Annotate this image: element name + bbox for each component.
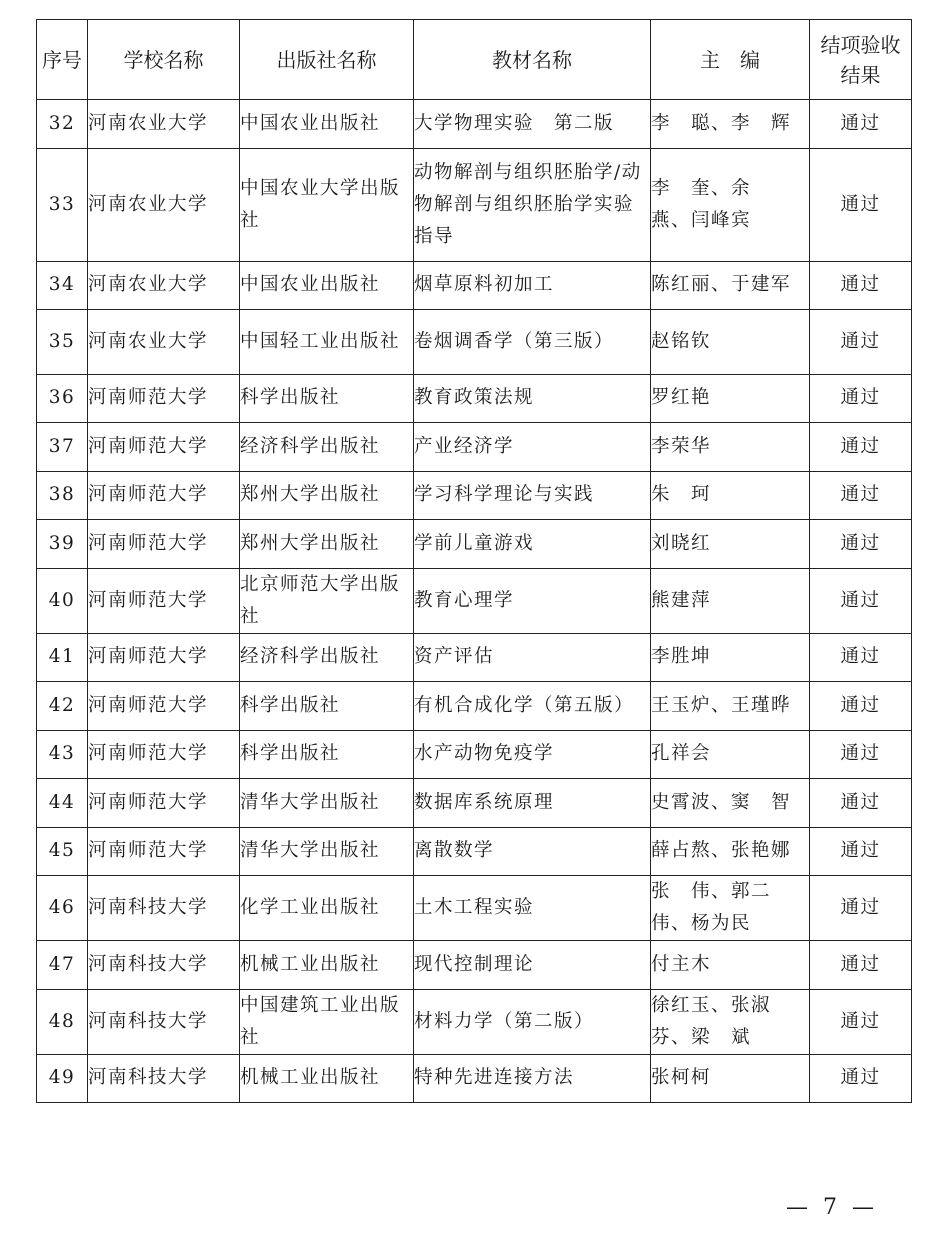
cell-result: 通过 <box>810 423 912 472</box>
header-result-line2: 结果 <box>840 62 881 87</box>
table-row <box>37 471 912 520</box>
cell-school: 河南师范大学 <box>88 730 240 779</box>
cell-editor: 薛占熬、张艳娜 <box>651 827 810 876</box>
cell-school: 河南科技大学 <box>88 876 240 941</box>
cell-no: 37 <box>37 423 88 472</box>
cell-publisher: 中国农业出版社 <box>240 100 414 149</box>
header-result <box>810 20 912 100</box>
cell-editor: 赵铭钦 <box>651 310 810 375</box>
cell-no: 32 <box>37 100 88 149</box>
cell-book: 离散数学 <box>414 827 651 876</box>
cell-result: 通过 <box>810 310 912 375</box>
table-row <box>37 423 912 472</box>
header-book: 教材名称 <box>414 20 651 100</box>
cell-result: 通过 <box>810 100 912 149</box>
table-row <box>37 310 912 375</box>
table-row <box>37 520 912 569</box>
cell-publisher: 郑州大学出版社 <box>240 471 414 520</box>
cell-result: 通过 <box>810 989 912 1054</box>
cell-result: 通过 <box>810 520 912 569</box>
cell-school: 河南师范大学 <box>88 423 240 472</box>
cell-school: 河南师范大学 <box>88 471 240 520</box>
cell-book: 动物解剖与组织胚胎学/动物解剖与组织胚胎学实验指导 <box>414 148 651 261</box>
cell-no: 48 <box>37 989 88 1054</box>
cell-editor: 张柯柯 <box>651 1054 810 1103</box>
cell-no: 39 <box>37 520 88 569</box>
cell-book: 教育政策法规 <box>414 374 651 423</box>
cell-editor: 王玉炉、王瑾晔 <box>651 682 810 731</box>
cell-no: 36 <box>37 374 88 423</box>
cell-editor: 朱 珂 <box>651 471 810 520</box>
cell-publisher: 中国建筑工业出版社 <box>240 989 414 1054</box>
cell-publisher: 经济科学出版社 <box>240 423 414 472</box>
cell-publisher: 科学出版社 <box>240 374 414 423</box>
table-row <box>37 989 912 1054</box>
cell-editor: 罗红艳 <box>651 374 810 423</box>
cell-result: 通过 <box>810 779 912 828</box>
cell-result: 通过 <box>810 633 912 682</box>
cell-school: 河南师范大学 <box>88 633 240 682</box>
cell-result: 通过 <box>810 568 912 633</box>
table-row <box>37 827 912 876</box>
table-row <box>37 261 912 310</box>
cell-no: 45 <box>37 827 88 876</box>
cell-no: 43 <box>37 730 88 779</box>
cell-no: 46 <box>37 876 88 941</box>
table-row <box>37 941 912 990</box>
cell-editor: 孔祥会 <box>651 730 810 779</box>
cell-result: 通过 <box>810 876 912 941</box>
cell-book: 资产评估 <box>414 633 651 682</box>
cell-result: 通过 <box>810 261 912 310</box>
page-number: — 7 — <box>786 1195 878 1220</box>
cell-publisher: 清华大学出版社 <box>240 827 414 876</box>
cell-school: 河南农业大学 <box>88 310 240 375</box>
cell-no: 42 <box>37 682 88 731</box>
cell-publisher: 郑州大学出版社 <box>240 520 414 569</box>
cell-school: 河南师范大学 <box>88 568 240 633</box>
cell-result: 通过 <box>810 471 912 520</box>
table-row <box>37 876 912 941</box>
cell-school: 河南师范大学 <box>88 374 240 423</box>
cell-book: 卷烟调香学（第三版） <box>414 310 651 375</box>
cell-book: 特种先进连接方法 <box>414 1054 651 1103</box>
cell-editor: 史霄波、窦 智 <box>651 779 810 828</box>
cell-result: 通过 <box>810 730 912 779</box>
cell-publisher: 科学出版社 <box>240 730 414 779</box>
cell-no: 47 <box>37 941 88 990</box>
table-row <box>37 568 912 633</box>
cell-book: 大学物理实验 第二版 <box>414 100 651 149</box>
cell-editor: 熊建萍 <box>651 568 810 633</box>
cell-publisher: 机械工业出版社 <box>240 941 414 990</box>
table-row <box>37 730 912 779</box>
cell-school: 河南农业大学 <box>88 148 240 261</box>
cell-publisher: 中国农业大学出版社 <box>240 148 414 261</box>
cell-school: 河南科技大学 <box>88 941 240 990</box>
table-row <box>37 1054 912 1103</box>
cell-publisher: 科学出版社 <box>240 682 414 731</box>
cell-no: 44 <box>37 779 88 828</box>
cell-no: 49 <box>37 1054 88 1103</box>
header-publisher: 出版社名称 <box>240 20 414 100</box>
cell-editor: 刘晓红 <box>651 520 810 569</box>
cell-book: 产业经济学 <box>414 423 651 472</box>
header-no: 序号 <box>37 20 88 100</box>
table-row <box>37 682 912 731</box>
cell-result: 通过 <box>810 682 912 731</box>
table-row <box>37 374 912 423</box>
cell-publisher: 机械工业出版社 <box>240 1054 414 1103</box>
cell-result: 通过 <box>810 1054 912 1103</box>
cell-result: 通过 <box>810 941 912 990</box>
cell-no: 41 <box>37 633 88 682</box>
cell-editor: 张 伟、郭二伟、杨为民 <box>651 876 810 941</box>
cell-editor: 李胜坤 <box>651 633 810 682</box>
cell-result: 通过 <box>810 374 912 423</box>
cell-school: 河南农业大学 <box>88 261 240 310</box>
cell-school: 河南农业大学 <box>88 100 240 149</box>
cell-publisher: 经济科学出版社 <box>240 633 414 682</box>
cell-school: 河南师范大学 <box>88 827 240 876</box>
header-school: 学校名称 <box>88 20 240 100</box>
cell-editor: 李荣华 <box>651 423 810 472</box>
cell-publisher: 中国农业出版社 <box>240 261 414 310</box>
cell-book: 学习科学理论与实践 <box>414 471 651 520</box>
cell-book: 教育心理学 <box>414 568 651 633</box>
cell-school: 河南师范大学 <box>88 779 240 828</box>
cell-school: 河南师范大学 <box>88 520 240 569</box>
cell-book: 数据库系统原理 <box>414 779 651 828</box>
cell-no: 33 <box>37 148 88 261</box>
cell-book: 水产动物免疫学 <box>414 730 651 779</box>
cell-editor: 徐红玉、张淑芬、梁 斌 <box>651 989 810 1054</box>
cell-editor: 李 奎、余 燕、闫峰宾 <box>651 148 810 261</box>
table-row <box>37 779 912 828</box>
cell-editor: 陈红丽、于建军 <box>651 261 810 310</box>
table-row <box>37 100 912 149</box>
cell-result: 通过 <box>810 148 912 261</box>
cell-no: 34 <box>37 261 88 310</box>
header-result-line1: 结项验收 <box>820 32 901 57</box>
cell-book: 烟草原料初加工 <box>414 261 651 310</box>
cell-publisher: 清华大学出版社 <box>240 779 414 828</box>
textbook-acceptance-table <box>36 19 912 1103</box>
table-row <box>37 148 912 261</box>
cell-school: 河南科技大学 <box>88 989 240 1054</box>
header-row <box>37 20 912 100</box>
cell-no: 35 <box>37 310 88 375</box>
cell-no: 38 <box>37 471 88 520</box>
header-editor: 主 编 <box>651 20 810 100</box>
cell-publisher: 中国轻工业出版社 <box>240 310 414 375</box>
cell-publisher: 化学工业出版社 <box>240 876 414 941</box>
cell-school: 河南科技大学 <box>88 1054 240 1103</box>
cell-school: 河南师范大学 <box>88 682 240 731</box>
cell-book: 土木工程实验 <box>414 876 651 941</box>
cell-editor: 付主木 <box>651 941 810 990</box>
cell-no: 40 <box>37 568 88 633</box>
cell-book: 材料力学（第二版） <box>414 989 651 1054</box>
cell-book: 学前儿童游戏 <box>414 520 651 569</box>
cell-publisher: 北京师范大学出版社 <box>240 568 414 633</box>
cell-editor: 李 聪、李 辉 <box>651 100 810 149</box>
table-row <box>37 633 912 682</box>
cell-book: 现代控制理论 <box>414 941 651 990</box>
cell-result: 通过 <box>810 827 912 876</box>
cell-book: 有机合成化学（第五版） <box>414 682 651 731</box>
